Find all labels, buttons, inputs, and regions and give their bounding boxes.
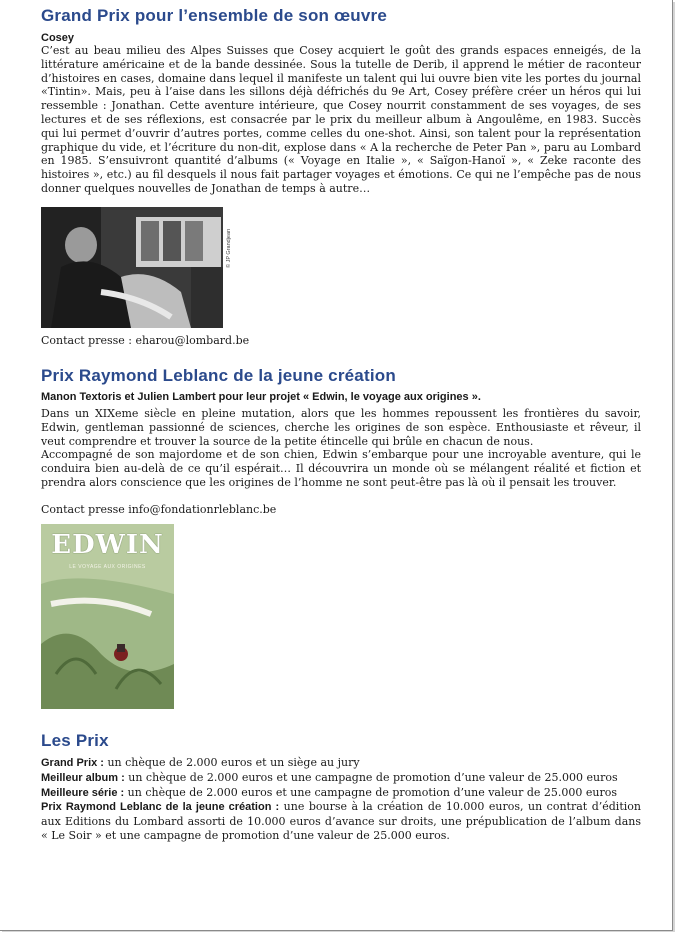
prize-item — [41, 756, 641, 771]
section-title: Grand Prix pour l’ensemble de son œuvre — [41, 6, 387, 25]
prize-text: une bourse à la création de 10.000 euros, un contrat d’édition aux Editions du Lombard assorti de 10.000 euros d’avance sur droits, une prépublication de l’album dans « Le Soir » et une campagne de promotion d’une valeur de 25.000 euros. — [41, 800, 641, 842]
prize-item — [41, 800, 641, 842]
cover-title: EDWIN — [51, 530, 164, 560]
paragraph: C’est au beau milieu des Alpes Suisses que Cosey acquiert le goût des grands espaces enneigés, de la littérature américaine et de la bande dessinée. Sous la tutelle de Derib, il apprend le métier de raconteur d’histoires en cases, domaine dans lequel il manifeste un talent qui lui ouvre bien vite les portes du journal «Tintin». Mais, peu à l’aise dans les sillons déjà défrichés du 9e Art, Cosey préfère créer un héros qui lui ressemble : Jonathan. Cette aventure intérieure, que Cosey nourrit constamment de ses voyages, de ses lectures et de ses réflexions, est consacrée par le prix du meilleur album à Angoulême, en 1983. Succès qui lui permet d’ouvrir d’autres portes, comme celles du one-shot. Ainsi, son talent pour la représentation graphique du vide, et l’écriture du non-dit, explose dans « A la recherche de Peter Pan », paru au Lombard en 1985. S’ensuivront quantité d’albums (« Voyage en Italie », « Saïgon-Hanoï », « Zeke raconte des histoires », etc.) au fil desquels il nous fait partager voyages et émotions. Ce qui ne l’empêche pas de nous donner quelques nouvelles de Jonathan de temps à autre… — [41, 44, 641, 195]
photo-credit: © JP Grandjean — [226, 228, 232, 268]
author-name: Cosey — [41, 32, 75, 44]
edwin-cover — [41, 524, 174, 709]
prize-text: un chèque de 2.000 euros et une campagne de promotion d’une valeur de 25.000 euros — [124, 770, 618, 784]
cosey-photo — [41, 207, 223, 328]
paragraph: Dans un XIXeme siècle en pleine mutation, alors que les hommes repoussent les frontières du savoir, Edwin, gentleman passionné de sciences, cherche les origines de son espèce. Enthousiaste et rêveur, il veut comprendre et trouver la source de la petite étincelle qui brûle en chacun de nous. — [41, 407, 641, 448]
prize-item — [41, 786, 641, 801]
cover-subtitle: LE VOYAGE AUX ORIGINES — [69, 564, 146, 570]
press-contact: Contact presse : eharou@lombard.be — [41, 334, 250, 347]
prize-text: un chèque de 2.000 euros et un siège au jury — [103, 756, 360, 769]
prize-label: Meilleure série : — [41, 786, 125, 799]
section-les-prix — [41, 731, 641, 843]
section-title: Prix Raymond Leblanc de la jeune création — [41, 366, 396, 385]
prize-label: Meilleur album : — [41, 771, 125, 784]
prize-item — [41, 771, 641, 786]
prize-text: un chèque de 2.000 euros et une campagne de promotion d’une valeur de 25.000 euros — [124, 785, 618, 799]
section-jeune-creation — [41, 366, 641, 490]
paragraph: Accompagné de son majordome et de son chien, Edwin s’embarque pour une incroyable aventure, qui le conduira bien au-delà de ce qu’il espérait… Il découvrira un monde où se mélangent réalité et fiction et prendra alors conscience que les origines de l’homme ne sont peut-être pas là où il pensait les trouver. — [41, 448, 641, 489]
prize-label: Prix Raymond Leblanc de la jeune création : — [41, 801, 280, 814]
laureates: Manon Textoris et Julien Lambert pour leur projet « Edwin, le voyage aux origines ». — [41, 391, 481, 403]
press-contact: Contact presse info@fondationrleblanc.be — [41, 503, 277, 516]
section-grand-prix — [41, 6, 641, 196]
section-title: Les Prix — [41, 731, 109, 750]
prize-label: Grand Prix : — [41, 757, 104, 769]
